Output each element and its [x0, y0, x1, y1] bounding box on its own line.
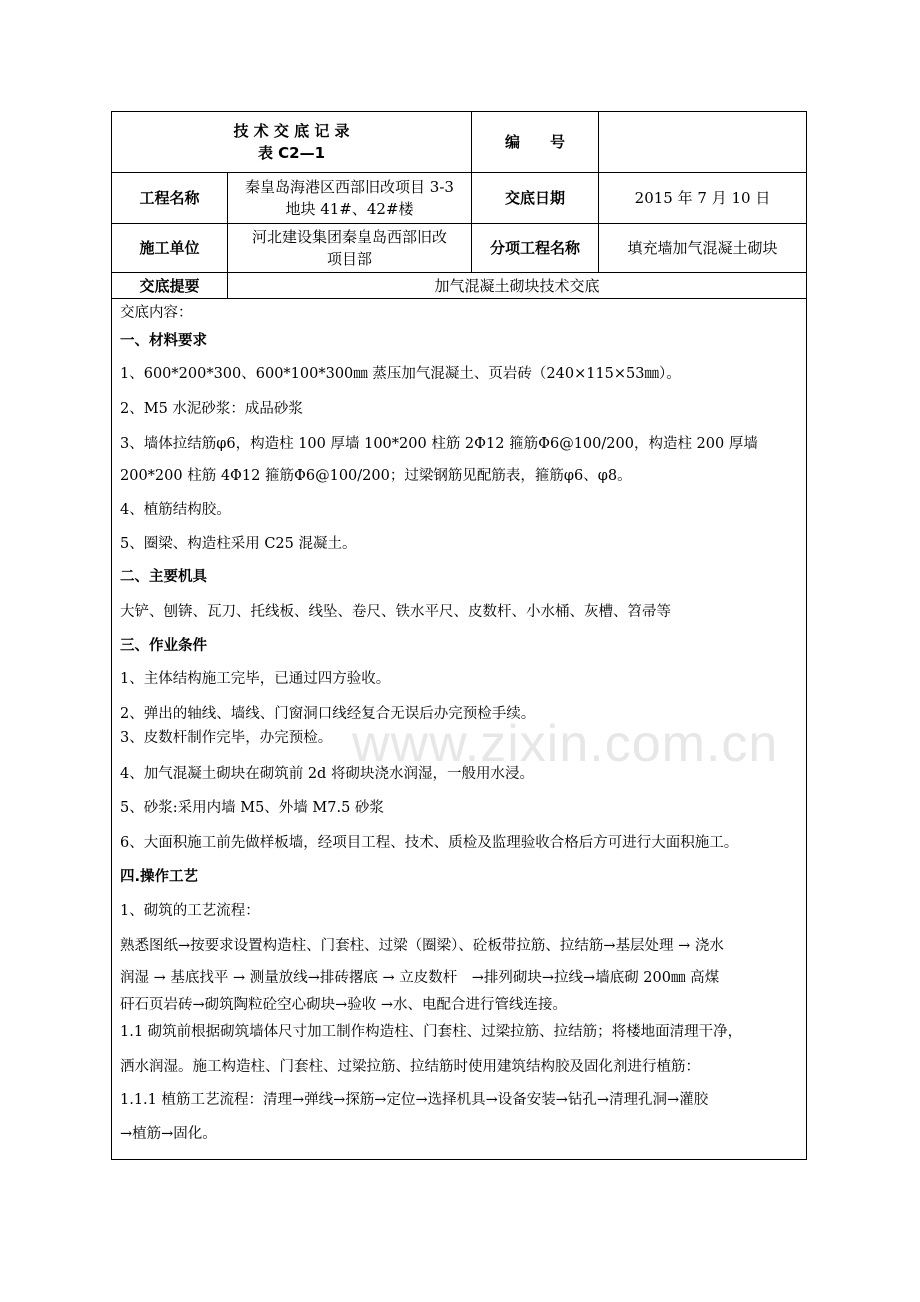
content-line: 3、墙体拉结筋φ6，构造柱 100 厚墙 100*200 柱筋 2Φ12 箍筋Φ6@100/200，构造柱 200 厚墙	[120, 436, 758, 452]
content-line: 2、弹出的轴线、墙线、门窗洞口线经复合无误后办完预检手续。	[120, 706, 536, 722]
form-code: 表 C2—1	[257, 144, 326, 162]
content-line: 润湿 → 基底找平 → 测量放线→排砖撂底 → 立皮数杆 →排列砌块→拉线→墙底砌 200㎜ 高煤	[120, 970, 720, 986]
watermark: www.zixin.com.cn	[352, 715, 779, 773]
number-value	[599, 112, 806, 172]
unit-line2: 项目部	[326, 250, 372, 268]
section-heading: 三、作业条件	[120, 638, 207, 654]
summary-label: 交底提要	[139, 276, 200, 295]
form-title-cell	[112, 112, 471, 172]
content-line: 6、大面积施工前先做样板墙，经项目工程、技术、质检及监理验收合格后方可进行大面积施工。	[120, 835, 739, 851]
form-title: 技 术 交 底 记 录	[233, 122, 350, 140]
section-heading: 一、材料要求	[120, 333, 207, 349]
content-line: 5、圈梁、构造柱采用 C25 混凝土。	[120, 536, 357, 552]
content-line: 200*200 柱筋 4Φ12 箍筋Φ6@100/200；过梁钢筋见配筋表，箍筋φ6、φ8。	[120, 468, 632, 484]
content-line: →植筋→固化。	[120, 1126, 217, 1142]
content-line: 1、砌筑的工艺流程：	[120, 903, 260, 919]
content-line: 4、加气混凝土砌块在砌筑前 2d 将砌块浇水润湿，一般用水浸。	[120, 766, 534, 782]
content-line: 1.1.1 植筋工艺流程：清理→弹线→探筋→定位→选择机具→设备安装→钻孔→清理孔洞→灌胶	[120, 1092, 709, 1108]
content-line: 1、600*200*300、600*100*300㎜ 蒸压加气混凝土、页岩砖（240×115×53㎜）。	[120, 366, 681, 382]
content-line: 1.1 砌筑前根据砌筑墙体尺寸加工制作构造柱、门套柱、过梁拉筋、拉结筋；将楼地面清理干净，	[120, 1024, 743, 1040]
content-line: 4、植筋结构胶。	[120, 502, 231, 518]
date-label: 交底日期	[504, 189, 565, 207]
content-line: 熟悉图纸→按要求设置构造柱、门套柱、过梁（圈梁）、砼板带拉筋、拉结筋→基层处理 → 浇水	[120, 938, 724, 954]
date-value: 2015 年 7 月 10 日	[634, 189, 771, 207]
subproject-value: 填充墙加气混凝土砌块	[627, 239, 778, 257]
project-name-label: 工程名称	[139, 189, 200, 207]
section-heading: 四.操作工艺	[120, 869, 199, 885]
content-line: 洒水润湿。施工构造柱、门套柱、过梁拉筋、拉结筋时使用建筑结构胶及固化剂进行植筋：	[120, 1059, 700, 1075]
project-name-line2: 地块 41#、42#楼	[285, 200, 414, 218]
content-line: 矸石页岩砖→砌筑陶粒砼空心砌块→验收 →水、电配合进行管线连接。	[120, 997, 568, 1013]
technical-briefing-form	[111, 111, 807, 1160]
content-line: 大铲、刨锛、瓦刀、托线板、线坠、卷尺、铁水平尺、皮数杆、小水桶、灰槽、笤帚等	[120, 604, 671, 620]
number-label: 编 号	[504, 133, 565, 151]
unit-label: 施工单位	[139, 239, 200, 257]
project-name-line1: 秦皇岛海港区西部旧改项目 3-3	[245, 178, 454, 196]
content-line: 5、砂浆:采用内墙 M5、外墙 M7.5 砂浆	[120, 800, 384, 816]
subproject-label: 分项工程名称	[489, 239, 580, 257]
content-line: 3、皮数杆制作完毕，办完预检。	[120, 730, 333, 746]
content-line: 2、M5 水泥砂浆：成品砂浆	[120, 401, 303, 417]
project-name-value	[228, 173, 471, 223]
unit-line1: 河北建设集团秦皇岛西部旧改	[251, 228, 447, 246]
content-line: 1、主体结构施工完毕，已通过四方验收。	[120, 671, 391, 687]
unit-value	[228, 224, 471, 272]
content-intro: 交底内容：	[120, 305, 193, 321]
summary-value: 加气混凝土砌块技术交底	[434, 276, 600, 295]
section-heading: 二、主要机具	[120, 569, 207, 585]
